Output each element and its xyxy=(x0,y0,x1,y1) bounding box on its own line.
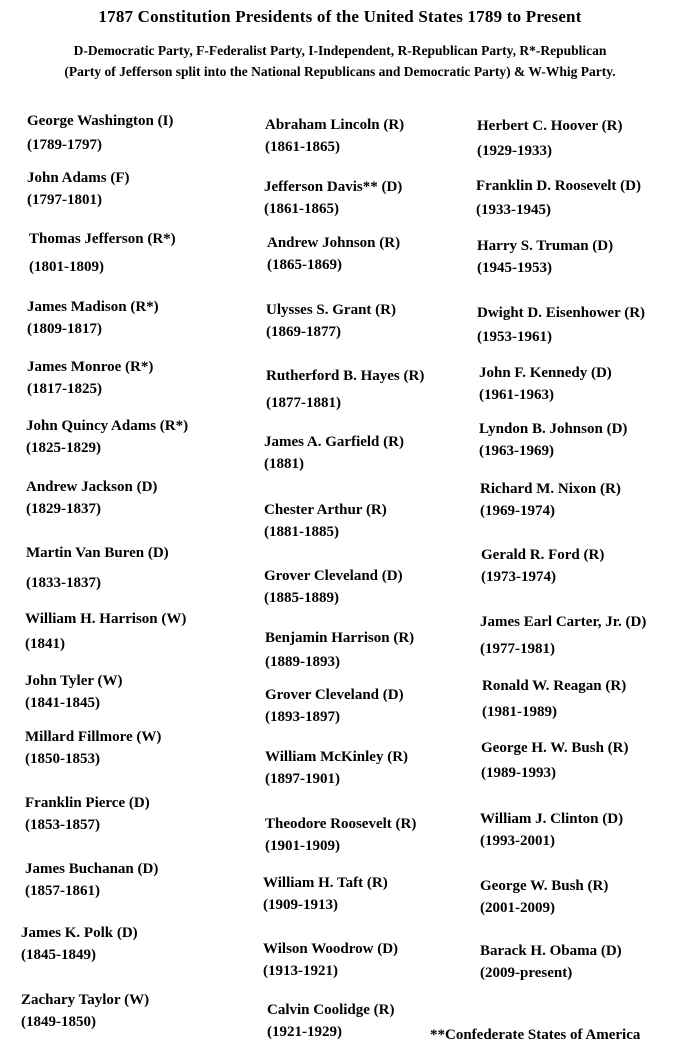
president-term: (1881) xyxy=(264,456,304,472)
president-name: John Adams (F) xyxy=(27,170,130,186)
president-name: Grover Cleveland (D) xyxy=(265,687,404,703)
president-name: William H. Harrison (W) xyxy=(25,611,187,627)
president-name: Barack H. Obama (D) xyxy=(480,943,622,959)
president-term: (1861-1865) xyxy=(265,139,340,155)
president-entry xyxy=(480,482,621,519)
president-name: Chester Arthur (R) xyxy=(264,502,387,518)
president-term: (1841) xyxy=(25,636,65,652)
president-entry xyxy=(477,239,613,276)
president-entry xyxy=(263,942,398,979)
president-entry xyxy=(26,480,157,517)
president-entry xyxy=(480,944,622,981)
president-term: (1961-1963) xyxy=(479,387,554,403)
president-term: (1921-1929) xyxy=(267,1024,342,1040)
president-name: John Quincy Adams (R*) xyxy=(26,418,189,434)
president-entry xyxy=(267,236,400,273)
president-entry xyxy=(480,879,608,916)
confederate-footnote: **Confederate States of America xyxy=(430,1027,641,1043)
president-entry xyxy=(25,862,158,899)
president-term: (1893-1897) xyxy=(265,709,340,725)
president-term: (1913-1921) xyxy=(263,963,338,979)
president-term: (1841-1845) xyxy=(25,695,100,711)
president-name: James K. Polk (D) xyxy=(21,925,138,941)
president-name: John Tyler (W) xyxy=(25,673,123,689)
president-name: Martin Van Buren (D) xyxy=(26,545,169,561)
president-term: (1881-1885) xyxy=(264,524,339,540)
president-entry xyxy=(477,119,623,159)
president-entry xyxy=(25,674,123,711)
president-name: Zachary Taylor (W) xyxy=(21,992,150,1008)
president-term: (1809-1817) xyxy=(27,321,102,337)
president-term: (1849-1850) xyxy=(21,1014,96,1030)
president-entry xyxy=(21,993,149,1030)
president-entry xyxy=(476,179,641,218)
president-name: Andrew Jackson (D) xyxy=(26,479,158,495)
president-term: (2001-2009) xyxy=(480,900,555,916)
president-term: (1797-1801) xyxy=(27,192,102,208)
president-name: Lyndon B. Johnson (D) xyxy=(479,421,628,437)
president-term: (1877-1881) xyxy=(266,395,341,411)
president-name: Abraham Lincoln (R) xyxy=(265,117,405,133)
president-name: Thomas Jefferson (R*) xyxy=(29,231,176,247)
president-name: James A. Garfield (R) xyxy=(264,434,404,450)
president-name: Andrew Johnson (R) xyxy=(267,235,401,251)
president-name: Ronald W. Reagan (R) xyxy=(482,678,627,694)
president-entry xyxy=(479,422,627,459)
president-term: (1801-1809) xyxy=(29,259,104,275)
president-term: (1929-1933) xyxy=(477,143,552,159)
president-entry xyxy=(26,546,169,591)
president-term: (1909-1913) xyxy=(263,897,338,913)
president-entry xyxy=(21,926,138,963)
president-entry xyxy=(264,180,402,217)
president-term: (1989-1993) xyxy=(481,765,556,781)
president-entry xyxy=(27,171,130,208)
president-term: (1969-1974) xyxy=(480,503,555,519)
president-entry xyxy=(25,796,150,833)
president-entry xyxy=(480,812,623,849)
president-name: Harry S. Truman (D) xyxy=(477,238,614,254)
president-term: (1861-1865) xyxy=(264,201,339,217)
president-entry xyxy=(265,118,404,155)
president-term: (1885-1889) xyxy=(264,590,339,606)
president-entry xyxy=(265,631,414,670)
president-term: (1963-1969) xyxy=(479,443,554,459)
president-entry xyxy=(265,750,408,787)
president-term: (1833-1837) xyxy=(26,575,101,591)
president-term: (1857-1861) xyxy=(25,883,100,899)
president-term: (1825-1829) xyxy=(26,440,101,456)
president-entry xyxy=(481,741,629,781)
president-name: Herbert C. Hoover (R) xyxy=(477,118,623,134)
president-entry xyxy=(264,435,404,472)
president-name: George W. Bush (R) xyxy=(480,878,609,894)
president-name: Richard M. Nixon (R) xyxy=(480,481,621,497)
president-name: James Buchanan (D) xyxy=(25,861,159,877)
president-name: Calvin Coolidge (R) xyxy=(267,1002,395,1018)
president-entry xyxy=(29,232,176,275)
president-term: (1973-1974) xyxy=(481,569,556,585)
president-term: (1817-1825) xyxy=(27,381,102,397)
president-name: George H. W. Bush (R) xyxy=(481,740,629,756)
president-entry xyxy=(27,300,159,337)
president-entry xyxy=(264,503,387,540)
president-name: William J. Clinton (D) xyxy=(480,811,624,827)
president-name: James Earl Carter, Jr. (D) xyxy=(480,614,647,630)
president-name: Franklin Pierce (D) xyxy=(25,795,150,811)
president-term: (1933-1945) xyxy=(476,202,551,218)
president-name: William McKinley (R) xyxy=(265,749,409,765)
president-term: (1901-1909) xyxy=(265,838,340,854)
president-entry xyxy=(266,369,424,411)
party-legend-line-1: D-Democratic Party, F-Federalist Party, I-Independent, R-Republican Party, R*-Republican xyxy=(73,43,607,58)
president-term: (1869-1877) xyxy=(266,324,341,340)
president-entry xyxy=(26,419,188,456)
president-entry xyxy=(25,730,161,767)
president-name: Ulysses S. Grant (R) xyxy=(266,302,396,318)
president-term: (1850-1853) xyxy=(25,751,100,767)
president-term: (1829-1837) xyxy=(26,501,101,517)
president-name: James Monroe (R*) xyxy=(27,359,154,375)
president-term: (1853-1857) xyxy=(25,817,100,833)
president-entry xyxy=(481,548,604,585)
president-term: (1977-1981) xyxy=(480,641,555,657)
president-entry xyxy=(482,679,626,720)
president-entry xyxy=(265,817,416,854)
page-title: 1787 Constitution Presidents of the United States 1789 to Present xyxy=(98,7,582,26)
president-entry xyxy=(264,569,403,606)
president-entry xyxy=(267,1003,395,1040)
president-term: (2009-present) xyxy=(480,965,573,981)
president-name: John F. Kennedy (D) xyxy=(479,365,612,381)
president-name: Jefferson Davis** (D) xyxy=(264,179,403,195)
president-term: (1889-1893) xyxy=(265,654,340,670)
president-term: (1993-2001) xyxy=(480,833,555,849)
president-entry xyxy=(25,612,186,652)
president-entry xyxy=(27,360,153,397)
president-term: (1945-1953) xyxy=(477,260,552,276)
president-name: James Madison (R*) xyxy=(27,299,159,315)
president-entry xyxy=(265,688,404,725)
president-entry xyxy=(266,303,396,340)
president-name: Dwight D. Eisenhower (R) xyxy=(477,305,646,321)
president-name: Benjamin Harrison (R) xyxy=(265,630,415,646)
president-entry xyxy=(263,876,388,913)
president-name: William H. Taft (R) xyxy=(263,875,388,891)
president-term: (1845-1849) xyxy=(21,947,96,963)
president-entry xyxy=(480,615,646,657)
president-term: (1865-1869) xyxy=(267,257,342,273)
president-name: Gerald R. Ford (R) xyxy=(481,547,605,563)
president-term: (1897-1901) xyxy=(265,771,340,787)
party-legend-line-2: (Party of Jefferson split into the National Republicans and Democratic Party) & W-Whig Party. xyxy=(64,64,616,79)
president-entry xyxy=(27,114,173,153)
president-name: Millard Fillmore (W) xyxy=(25,729,162,745)
president-term: (1789-1797) xyxy=(27,137,102,153)
president-name: Grover Cleveland (D) xyxy=(264,568,403,584)
president-entry xyxy=(479,366,612,403)
president-name: Franklin D. Roosevelt (D) xyxy=(476,178,641,194)
president-name: Wilson Woodrow (D) xyxy=(263,941,399,957)
president-name: Theodore Roosevelt (R) xyxy=(265,816,417,832)
president-entry xyxy=(477,306,645,345)
president-term: (1981-1989) xyxy=(482,704,557,720)
president-name: Rutherford B. Hayes (R) xyxy=(266,368,425,384)
president-name: George Washington (I) xyxy=(27,113,174,129)
president-term: (1953-1961) xyxy=(477,329,552,345)
